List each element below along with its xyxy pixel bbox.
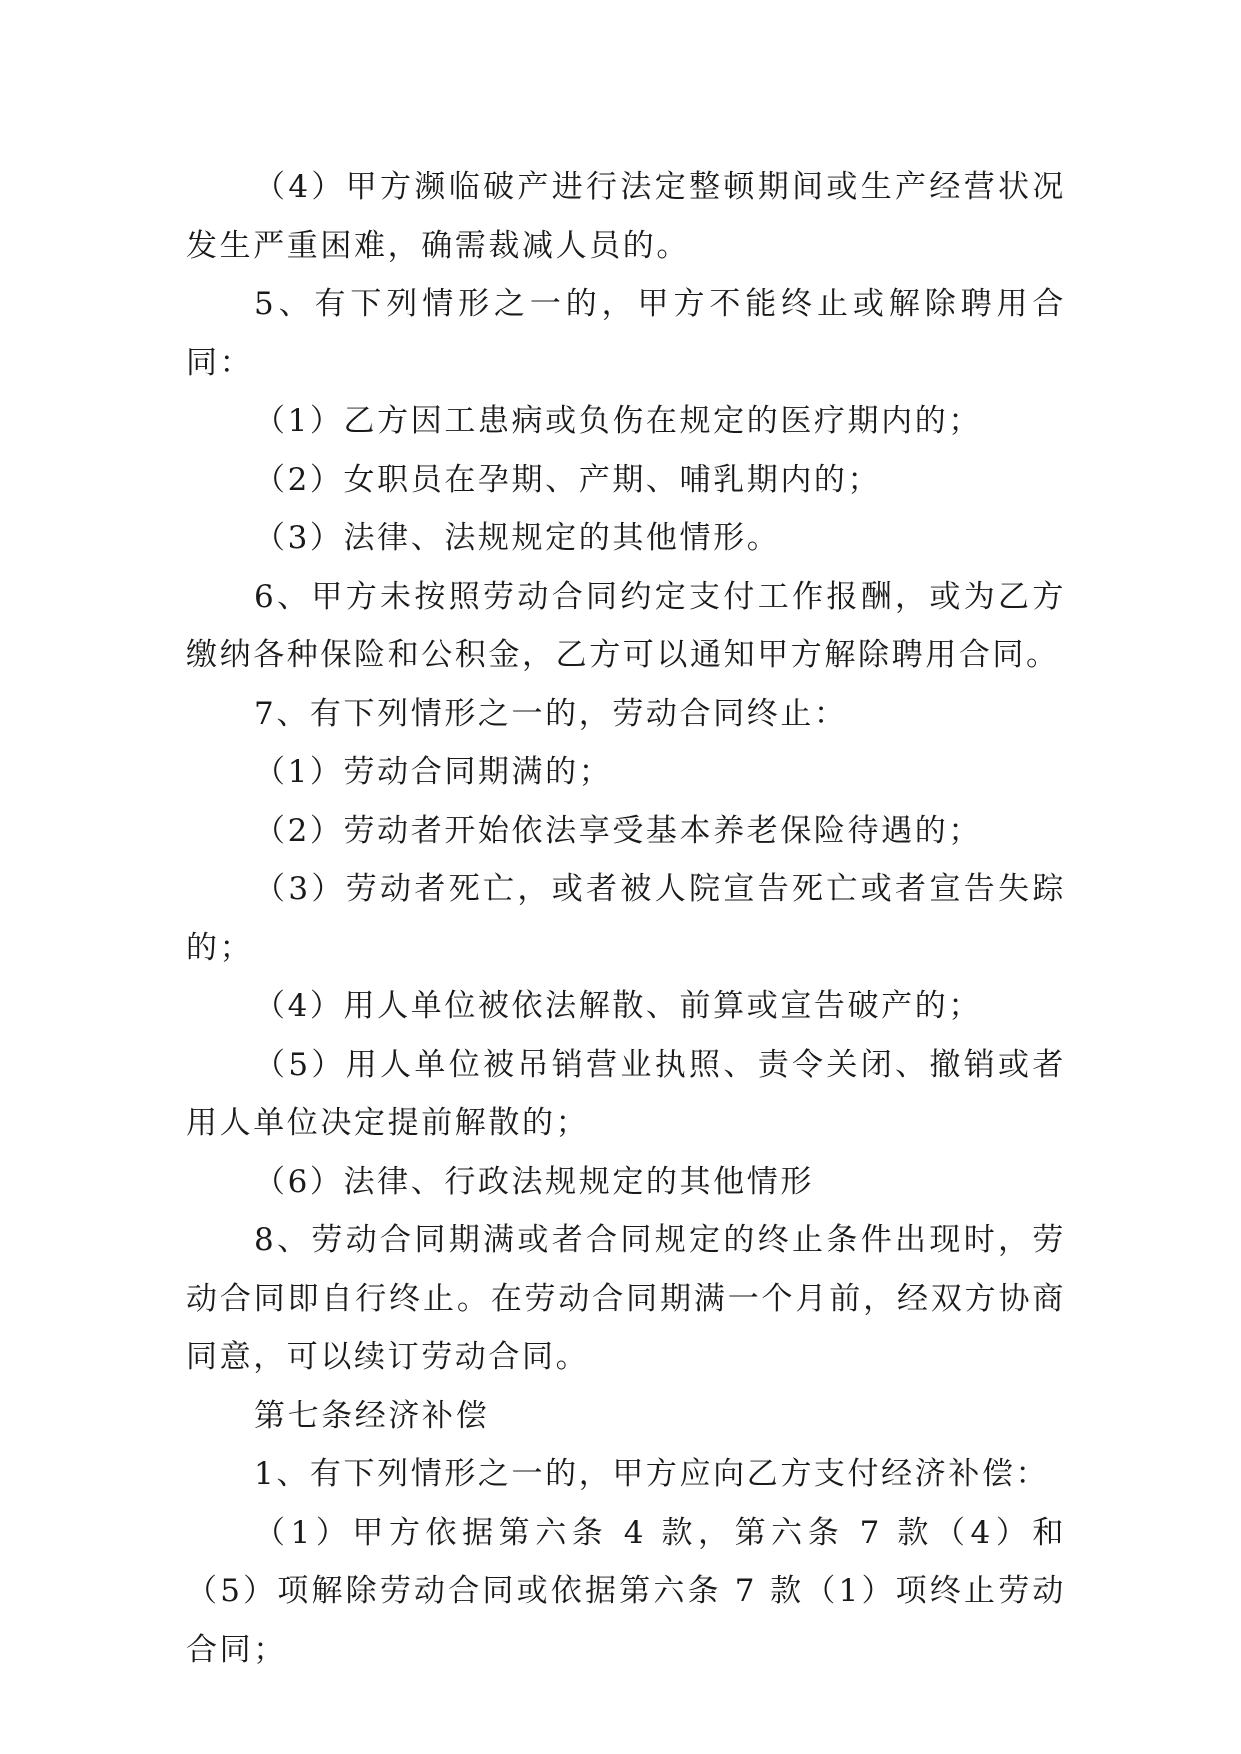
paragraph: （6）法律、行政法规规定的其他情形: [254, 1163, 814, 1200]
document-body: [186, 158, 1066, 1679]
paragraph: （4）用人单位被依法解散、前算或宣告破产的；: [254, 988, 982, 1024]
paragraph: （2）女职员在孕期、产期、哺乳期内的；: [254, 461, 882, 498]
paragraph: （3）法律、法规规定的其他情形。: [254, 520, 781, 556]
paragraph: （1）劳动合同期满的；: [254, 754, 613, 790]
paragraph: （1）甲方依据第六条 4 款，第六条 7 款（4）和（5）项解除劳动合同或依据第六条 7 款（1）项终止劳动合同；: [186, 1514, 1066, 1668]
paragraph: 7、有下列情形之一的，劳动合同终止：: [254, 695, 848, 732]
paragraph: （2）劳动者开始依法享受基本养老保险待遇的；: [254, 812, 982, 849]
paragraph: 6、甲方未按照劳动合同约定支付工作报酬，或为乙方缴纳各种保险和公积金，乙方可以通知甲方解除聘用合同。: [186, 578, 1066, 673]
paragraph: （1）乙方因工患病或负伤在规定的医疗期内的；: [254, 403, 982, 439]
paragraph: 5、有下列情形之一的，甲方不能终止或解除聘用合同：: [186, 286, 1066, 381]
paragraph: （3）劳动者死亡，或者被人院宣告死亡或者宣告失踪的；: [186, 871, 1066, 966]
paragraph: 1、有下列情形之一的，甲方应向乙方支付经济补偿：: [254, 1456, 1050, 1492]
paragraph: （4）甲方濒临破产进行法定整顿期间或生产经营状况发生严重困难，确需裁减人员的。: [186, 169, 1066, 264]
paragraph: （5）用人单位被吊销营业执照、责令关闭、撤销或者用人单位决定提前解散的；: [186, 1046, 1066, 1141]
section-heading: 第七条经济补偿: [254, 1397, 490, 1434]
paragraph: 8、劳动合同期满或者合同规定的终止条件出现时，劳动合同即自行终止。在劳动合同期满一个月前，经双方协商同意，可以续订劳动合同。: [186, 1222, 1066, 1375]
